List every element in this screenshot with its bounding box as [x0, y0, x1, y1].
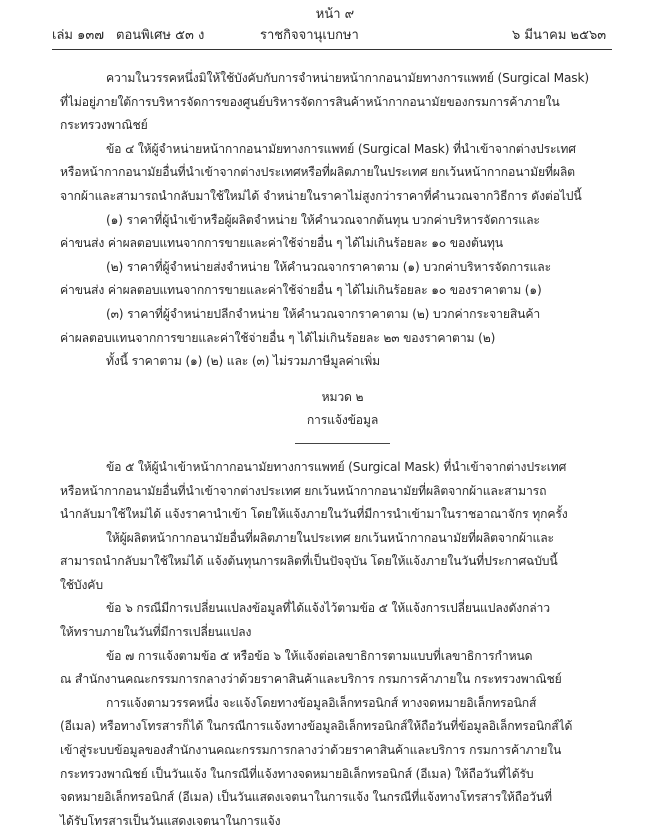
- chapter-title: การแจ้งข้อมูล: [306, 413, 379, 428]
- text-line: ใช้บังคับ: [60, 577, 103, 592]
- text-line: ให้ผู้ผลิตหน้ากากอนามัยอื่นที่ผลิตภายในประเทศ ยกเว้นหน้ากากอนามัยที่ผลิตจากผ้าและ: [106, 530, 554, 545]
- volume-label: เล่ม ๑๓๗: [52, 28, 105, 43]
- gazette-header: [52, 28, 612, 46]
- clause-7-paragraph-2: [60, 692, 625, 833]
- chapter-heading: [60, 386, 625, 444]
- clause-5-paragraph-2: [60, 527, 625, 598]
- chapter-number: หมวด ๒: [321, 389, 364, 404]
- clause-6: [60, 597, 625, 644]
- text-line: ความในวรรคหนึ่งมิให้ใช้บังคับกับการจำหน่ายหน้ากากอนามัยทางการแพทย์ (Surgical Mask): [106, 71, 589, 85]
- text-line: ให้ทราบภายในวันที่มีการเปลี่ยนแปลง: [60, 625, 252, 640]
- text-line: (๒) ราคาที่ผู้จำหน่ายส่งจำหน่าย ให้คำนวณจากราคาตาม (๑) บวกค่าบริหารจัดการและ: [106, 259, 551, 274]
- clause-7: [60, 645, 625, 692]
- text-line: จากผ้าและสามารถนำกลับมาใช้ใหม่ได้ จำหน่ายในราคาไม่สูงกว่าราคาที่คำนวณจากวิธีการ ดังต่อไปนี้: [60, 188, 582, 203]
- publication-date: ๖ มีนาคม ๒๕๖๓: [512, 28, 607, 43]
- text-line: ข้อ ๔ ให้ผู้จำหน่ายหน้ากากอนามัยทางการแพทย์ (Surgical Mask) ที่นำเข้าจากต่างประเทศ: [106, 141, 576, 156]
- clause-4-item-1: [60, 209, 625, 256]
- text-line: ข้อ ๖ กรณีมีการเปลี่ยนแปลงข้อมูลที่ได้แจ้งไว้ตามข้อ ๕ ให้แจ้งการเปลี่ยนแปลงดังกล่าว: [106, 601, 550, 616]
- header-divider: [52, 49, 612, 50]
- clause-4-item-2: [60, 256, 625, 303]
- text-line: (๑) ราคาที่ผู้นำเข้าหรือผู้ผลิตจำหน่าย ให้คำนวณจากต้นทุน บวกค่าบริหารจัดการและ: [106, 212, 540, 227]
- text-line: ข้อ ๕ ให้ผู้นำเข้าหน้ากากอนามัยทางการแพทย์ (Surgical Mask) ที่นำเข้าจากต่างประเทศ: [106, 459, 567, 474]
- text-line: (อีเมล) หรือทางโทรสารก็ได้ ในกรณีการแจ้งทางข้อมูลอิเล็กทรอนิกส์ให้ถือวันที่ข้อมูลอิเล็กทรอนิกส์ได้: [60, 719, 573, 734]
- text-line: กระทรวงพาณิชย์: [60, 118, 148, 133]
- paragraph-exemption: [60, 67, 625, 138]
- chapter-divider: [295, 443, 390, 444]
- text-line: เข้าสู่ระบบข้อมูลของสำนักงานคณะกรรมการกลางว่าด้วยราคาสินค้าและบริการ กรมการค้าภายใน: [60, 743, 562, 758]
- page-number: หน้า ๙: [315, 7, 355, 22]
- text-line: หรือหน้ากากอนามัยอื่นที่นำเข้าจากต่างประเทศ ยกเว้นหน้ากากอนามัยที่ผลิตจากผ้าและสามารถ: [60, 483, 547, 498]
- text-line: การแจ้งตามวรรคหนึ่ง จะแจ้งโดยทางข้อมูลอิเล็กทรอนิกส์ ทางจดหมายอิเล็กทรอนิกส์: [106, 695, 537, 710]
- text-line: หรือหน้ากากอนามัยอื่นที่นำเข้าจากต่างประเทศหรือที่ผลิตภายในประเทศ ยกเว้นหน้ากากอนามัยที่ผลิต: [60, 165, 575, 180]
- text-line: จดหมายอิเล็กทรอนิกส์ (อีเมล) เป็นวันแสดงเจตนาในการแจ้ง ในกรณีที่แจ้งทางโทรสารให้ถือวันที่: [60, 790, 552, 805]
- text-line: ได้รับโทรสารเป็นวันแสดงเจตนาในการแจ้ง: [60, 813, 281, 828]
- text-line: ค่าขนส่ง ค่าผลตอบแทนจากการขายและค่าใช้จ่ายอื่น ๆ ได้ไม่เกินร้อยละ ๑๐ ของต้นทุน: [60, 236, 503, 251]
- text-line: (๓) ราคาที่ผู้จำหน่ายปลีกจำหน่าย ให้คำนวณจากราคาตาม (๒) บวกค่ากระจายสินค้า: [106, 306, 541, 321]
- text-line: สามารถนำกลับมาใช้ใหม่ได้ แจ้งต้นทุนการผลิตที่เป็นปัจจุบัน โดยให้แจ้งภายในวันที่ประกาศฉบับนี้: [60, 554, 558, 569]
- text-line: ที่ไม่อยู่ภายใต้การบริหารจัดการของศูนย์บริหารจัดการสินค้าหน้ากากอนามัยของกรมการค้าภายใน: [60, 94, 560, 109]
- issue-label: ตอนพิเศษ ๕๓ ง: [116, 28, 205, 43]
- clause-4: [60, 138, 625, 209]
- text-line: ณ สำนักงานคณะกรรมการกลางว่าด้วยราคาสินค้าและบริการ กรมการค้าภายใน กระทรวงพาณิชย์: [60, 672, 562, 687]
- text-line: กระทรวงพาณิชย์ เป็นวันแจ้ง ในกรณีที่แจ้งทางจดหมายอิเล็กทรอนิกส์ (อีเมล) ให้ถือวันที่ได้รับ: [60, 766, 534, 781]
- document-body: [60, 67, 625, 833]
- text-line: นำกลับมาใช้ใหม่ได้ แจ้งราคานำเข้า โดยให้แจ้งภายในวันที่มีการนำเข้ามาในราชอาณาจักร ทุกครั้ง: [60, 507, 568, 522]
- vat-note: [60, 350, 625, 374]
- text-line: ทั้งนี้ ราคาตาม (๑) (๒) และ (๓) ไม่รวมภาษีมูลค่าเพิ่ม: [106, 354, 381, 369]
- clause-4-item-3: [60, 303, 625, 350]
- text-line: ค่าผลตอบแทนจากการขายและค่าใช้จ่ายอื่น ๆ ได้ไม่เกินร้อยละ ๒๓ ของราคาตาม (๒): [60, 330, 496, 345]
- gazette-title: ราชกิจจานุเบกษา: [260, 28, 359, 43]
- text-line: ข้อ ๗ การแจ้งตามข้อ ๕ หรือข้อ ๖ ให้แจ้งต่อเลขาธิการตามแบบที่เลขาธิการกำหนด: [106, 648, 533, 663]
- text-line: ค่าขนส่ง ค่าผลตอบแทนจากการขายและค่าใช้จ่ายอื่น ๆ ได้ไม่เกินร้อยละ ๑๐ ของราคาตาม (๑): [60, 283, 542, 298]
- clause-5: [60, 456, 625, 527]
